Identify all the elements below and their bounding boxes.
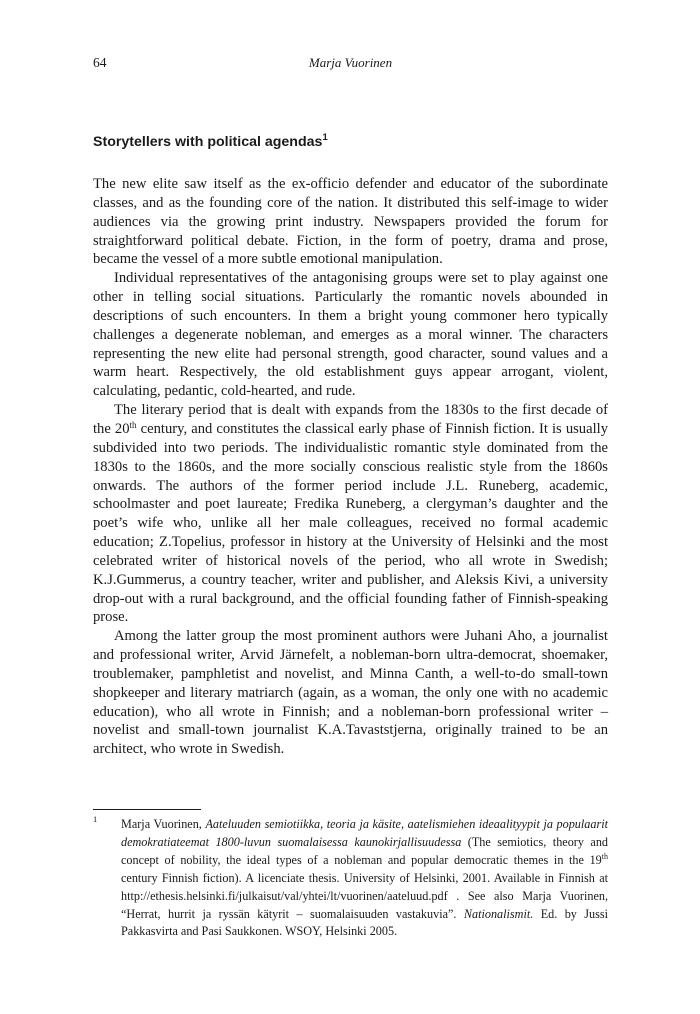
paragraph-2: Individual representatives of the antagonising groups were set to play against one other in telling social situations. Particularly the romantic novels abounded in descriptions of such encounters. In them a bright young commoner hero typically challenges a degenerate nobleman, and emerges as a moral winner. The characters representing the new elite had personal strength, good character, sound values and a warm heart. Respectively, the old establishment guys appear arrogant, violent, calculating, pedantic, cold-hearted, and rude. [93,270,608,400]
footnote-author: Marja Vuorinen, [121,817,206,831]
running-head-author: Marja Vuorinen [308,55,393,70]
footnote-journal-title: Nationalismit. [463,906,534,921]
footnote-text-part-a: (The semiotics, theory and concept of nobility, the ideal types of a nobleman and popular democratic themes in the 19 [121,834,609,867]
footnote-1 [93,816,608,941]
footnote-ordinal-superscript: th [601,851,608,861]
footnote-text-part-c: Ed. by Jussi Pakkasvirta and Pasi Saukkonen. WSOY, Helsinki 2005. [121,906,609,939]
paragraph-3 [93,401,608,627]
ordinal-superscript: th [129,419,137,430]
running-head [93,55,608,75]
section-heading [93,134,328,150]
paragraph-1: The new elite saw itself as the ex-officio defender and educator of the subordinate classes, and as the founding core of the nation. It distributed this self-image to wider audiences via the growing print industry. Newspapers provided the forum for straightforward political debate. Fiction, in the form of poetry, drama and prose, became the vessel of a more subtle emotional manipulation. [93,176,608,268]
page-number: 64 [93,55,107,70]
section-heading-text: Storytellers with political agendas [93,134,323,150]
footnote-mark: 1 [93,814,98,824]
body-text [93,175,608,759]
footnote-reference[interactable]: 1 [322,132,328,143]
footnote-thesis-title: Aateluuden semiotiikka, teoria ja käsite, aatelismiehen ideaalityypit ja populaarit demokratiateemat 1800-luvun suomalaisessa kaunokirjallisuudessa [121,817,608,849]
paragraph-3-part-b: century, and constitutes the classical early phase of Finnish fiction. It is usually subdivided into two periods. The individualistic romantic style dominated from the 1830s to the 1860s, and the more socially conscious realistic style from the 1860s onwards. The authors of the former period include J.L. Runeberg, academic, schoolmaster and poet laureate; Fredika Runeberg, a clergyman’s daughter and the poet’s wife who, unlike all her male colleagues, received no formal academic education; Z.Topelius, professor in history at the University of Helsinki and the most celebrated writer of historical novels of the period, who all wrote in Swedish; K.J.Gummerus, a country teacher, writer and publisher, and Aleksis Kivi, a university drop-out with a rural background, and the official founding father of Finnish-speaking prose. [93,420,608,626]
footnote-divider [93,809,201,810]
footnote-text [121,816,608,941]
footnote-text-part-b[interactable]: century Finnish fiction). A licenciate thesis. University of Helsinki, 2001. Available in Finnish at http://ethesis.helsinki.fi/julkaisut/val/yhtei/lt/vuorinen/aateluud.pdf . See also Marja Vuorinen, “Herrat, hurrit ja ryssän kätyrit – suomalaisuuden vastakuvia”. [121,870,608,921]
paragraph-4: Among the latter group the most prominent authors were Juhani Aho, a journalist and professional writer, Arvid Järnefelt, a nobleman-born ultra-democrat, shoemaker, troublemaker, pamphletist and novelist, and Minna Canth, a well-to-do small-town shopkeeper and literary matriarch (again, as a woman, the only one with no academic education), who all wrote in Finnish; and a nobleman-born professional writer – novelist and small-town journalist K.A.Tavaststjerna, originally trained to be an architect, who wrote in Swedish. [93,628,608,758]
paragraph-3-part-a: The literary period that is dealt with expands from the 1830s to the first decade of the 20 [93,402,608,437]
book-page [93,0,608,1014]
